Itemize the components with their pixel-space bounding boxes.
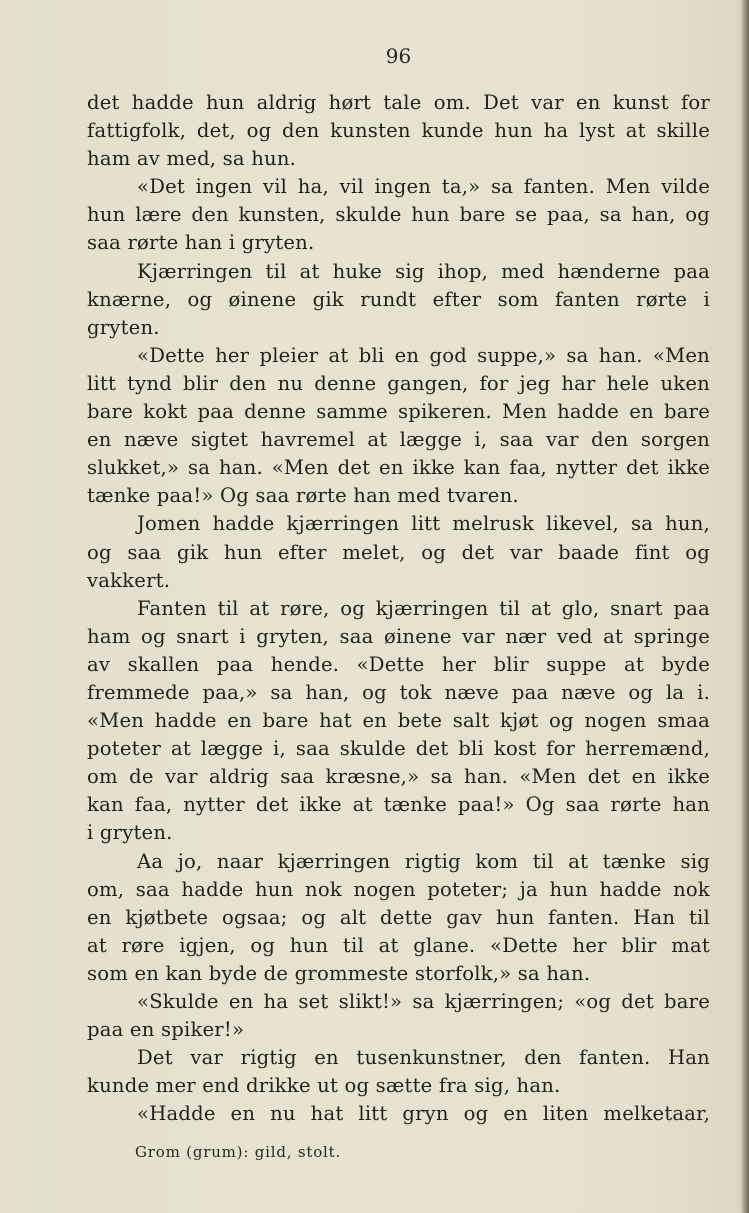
page-edge bbox=[741, 0, 749, 1213]
text-line: saa rørte han i gryten. bbox=[87, 231, 315, 255]
text-line: at røre igjen, og hun til at glane. «Dette her blir mat bbox=[87, 933, 710, 957]
text-line: «Men hadde en bare hat en bete salt kjøt og nogen smaa bbox=[87, 709, 710, 733]
text-line: fremmede paa,» sa han, og tok næve paa næve og la i. bbox=[87, 680, 710, 704]
text-line: Jomen hadde kjærringen litt melrusk likevel, sa hun, bbox=[137, 512, 710, 536]
text-line: litt tynd blir den nu denne gangen, for jeg har hele uken bbox=[87, 371, 710, 395]
text-line: Det var rigtig en tusenkunstner, den fanten. Han bbox=[137, 1046, 710, 1070]
text-line: fattigfolk, det, og den kunsten kunde hun ha lyst at skille bbox=[87, 119, 710, 143]
text-line: Aa jo, naar kjærringen rigtig kom til at tænke sig bbox=[137, 849, 710, 873]
body-text bbox=[87, 89, 710, 1128]
text-line: slukket,» sa han. «Men det en ikke kan faa, nytter det ikke bbox=[87, 456, 710, 480]
text-line: vakkert. bbox=[87, 568, 171, 592]
text-line: «Det ingen vil ha, vil ingen ta,» sa fanten. Men vilde bbox=[137, 175, 710, 199]
text-line: av skallen paa hende. «Dette her blir suppe at byde bbox=[87, 652, 710, 676]
text-line: «Skulde en ha set slikt!» sa kjærringen; «og det bare bbox=[137, 990, 710, 1013]
text-line: poteter at lægge i, saa skulde det bli kost for herremænd, bbox=[87, 737, 710, 761]
text-line: og saa gik hun efter melet, og det var baade fint og bbox=[87, 540, 710, 564]
page-number: 96 bbox=[385, 44, 412, 68]
text-line: en næve sigtet havremel at lægge i, saa var den sorgen bbox=[87, 428, 710, 452]
text-line: Kjærringen til at huke sig ihop, med hænderne paa bbox=[137, 259, 710, 283]
text-line: bare kokt paa denne samme spikeren. Men hadde en bare bbox=[87, 400, 710, 424]
text-line: tænke paa!» Og saa rørte han med tvaren. bbox=[87, 484, 519, 508]
text-line: Fanten til at røre, og kjærringen til at glo, snart paa bbox=[137, 596, 710, 620]
text-line: en kjøtbete ogsaa; og alt dette gav hun fanten. Han til bbox=[87, 905, 710, 929]
footnote: Grom (grum): gild, stolt. bbox=[135, 1143, 342, 1161]
text-line: ham av med, sa hun. bbox=[87, 147, 297, 171]
text-line: gryten. bbox=[87, 315, 160, 339]
text-line: kunde mer end drikke ut og sætte fra sig, han. bbox=[87, 1074, 561, 1098]
text-line: om, saa hadde hun nok nogen poteter; ja hun hadde nok bbox=[87, 877, 710, 901]
text-line: «Dette her pleier at bli en god suppe,» sa han. «Men bbox=[137, 343, 710, 367]
text-line: kan faa, nytter det ikke at tænke paa!» Og saa rørte han bbox=[87, 793, 710, 817]
text-line: om de var aldrig saa kræsne,» sa han. «Men det en ikke bbox=[87, 765, 710, 789]
text-line: knærne, og øinene gik rundt efter som fanten rørte i bbox=[87, 287, 710, 311]
text-line: ham og snart i gryten, saa øinene var nær ved at springe bbox=[87, 624, 710, 648]
text-line: det hadde hun aldrig hørt tale om. Det var en kunst for bbox=[87, 91, 710, 114]
text-line: som en kan byde de grommeste storfolk,» sa han. bbox=[87, 961, 591, 985]
text-line: paa en spiker!» bbox=[87, 1018, 245, 1042]
text-line: hun lære den kunsten, skulde hun bare se paa, sa han, og bbox=[87, 203, 710, 227]
text-line: i gryten. bbox=[87, 821, 173, 845]
text-line: «Hadde en nu hat litt gryn og en liten melketaar, bbox=[137, 1102, 710, 1126]
